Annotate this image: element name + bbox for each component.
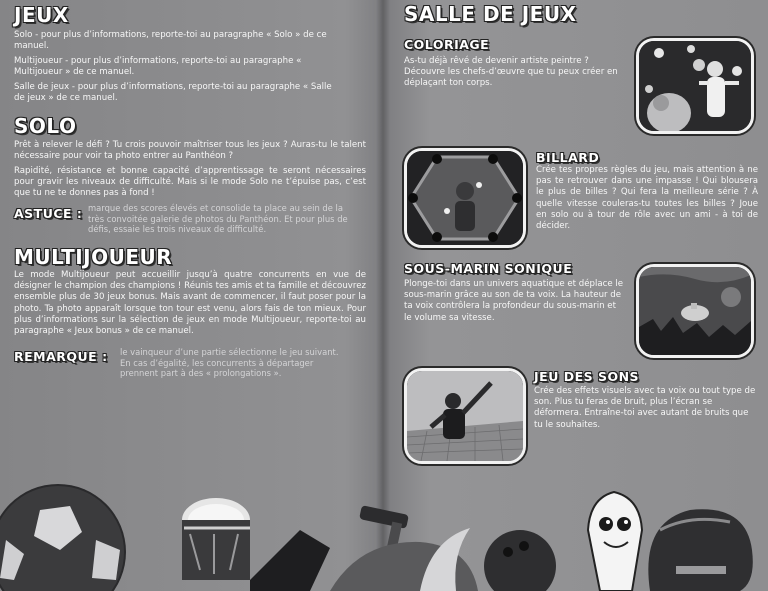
solo-title: SOLO — [14, 114, 77, 138]
soccer-ball-icon — [0, 484, 126, 591]
bottom-illustration — [0, 470, 768, 591]
sous-marin-title: SOUS-MARIN SONIQUE — [404, 261, 573, 276]
jeux-multi-text: Multijoueur - pour plus d’informations, reporte-toi au paragraphe « Multijoueur » de ce manuel. — [14, 56, 302, 78]
solo-intro-text: Prêt à relever le défi ? Tu crois pouvoir maîtriser tous les jeux ? Auras-tu le talent nécessaire pour voir ta photo entrer au Panthéon ? — [14, 140, 366, 162]
remarque-label: REMARQUE : — [14, 349, 108, 364]
coloriage-screenshot — [636, 38, 754, 134]
coloriage-text: As-tu déjà rêvé de devenir artiste peintre ? Découvre les chefs-d’œuvre que tu peux créer en déplaçant ton corps. — [404, 56, 618, 89]
billard-screenshot — [404, 148, 526, 248]
jeux-title: JEUX — [14, 3, 69, 27]
jeu-des-sons-screenshot — [404, 368, 526, 464]
drum-icon — [182, 498, 250, 580]
remarque-text: le vainqueur d’une partie sélectionne le jeu suivant. En cas d’égalité, les concurrents à départager prennent part à des « prolongations ». — [120, 347, 339, 379]
solo-detail-text: Rapidité, résistance et bonne capacité d’apprentissage te seront nécessaires pour gravir les niveaux de difficulté. Mais si le mode Solo ne t’épuise pas, c’est que tu ne te donnes pas à fond ! — [14, 166, 366, 199]
multijoueur-text: Le mode Multijoueur peut accueillir jusqu’à quatre concurrents en vue de désigner le champion des champions ! Réunis tes amis et ta famille et découvrez ensemble plus de 30 jeux bonus. Mais avant de commencer, il faut poser pour la photo. Ta photo apparaît lorsque ton tour est venu, alors fais de ton mieux. Pour plus d’informations sur la sélection de jeux en mode Multijoueur, reporte-toi au paragraphe « Jeux bonus » de ce manuel. — [14, 270, 366, 337]
multijoueur-title: MULTIJOUEUR — [14, 245, 173, 269]
mascot-icon — [588, 492, 642, 591]
billard-title: BILLARD — [536, 150, 600, 165]
bowling-ball-icon — [484, 530, 556, 591]
coloriage-title: COLORIAGE — [404, 37, 490, 52]
sous-marin-screenshot — [636, 264, 754, 358]
sous-marin-scene-image — [639, 267, 751, 355]
astuce-text: marque des scores élevés et consolide ta place au sein de la très convoitée galerie de photos du Panthéon. Et pour plus de défis, essaie les trois niveaux de difficulté. — [88, 203, 348, 235]
billard-table-image — [407, 151, 523, 245]
jeu-des-sons-title: JEU DES SONS — [534, 369, 640, 384]
jeux-solo-text: Solo - pour plus d’informations, reporte-toi au paragraphe « Solo » de ce manuel. — [14, 30, 327, 52]
sous-marin-text: Plonge-toi dans un univers aquatique et déplace le sous-marin grâce au son de ta voix. La hauteur de ta voix contrôlera la profondeur du sous-marin et le volume sa vitesse. — [404, 279, 624, 323]
coloriage-scene-image — [639, 41, 751, 131]
shoe-icon — [250, 530, 330, 591]
jeu-des-sons-scene-image — [407, 371, 523, 461]
billard-text: Crée tes propres règles du jeu, mais attention à ne pas te retrouver dans une impasse ! Qui blousera le plus de billes ? Qui fera la meilleure série ? À quelle vitesse couleras-tu toutes les billes ? Joue en solo ou à tour de rôle avec un ami - à toi de décider. — [536, 165, 758, 232]
jeu-des-sons-text: Crée des effets visuels avec ta voix ou tout type de son. Plus tu feras de bruit, plus l’écran se déformera. Entraîne-toi avec autant de bruits que tu le souhaites. — [534, 386, 756, 430]
jeux-salle-text: Salle de jeux - pour plus d’informations, reporte-toi au paragraphe « Salle de jeux » de ce manuel. — [14, 82, 332, 104]
salle-de-jeux-title: SALLE DE JEUX — [404, 2, 577, 26]
boxing-glove-icon — [648, 509, 752, 591]
astuce-label: ASTUCE : — [14, 206, 83, 221]
